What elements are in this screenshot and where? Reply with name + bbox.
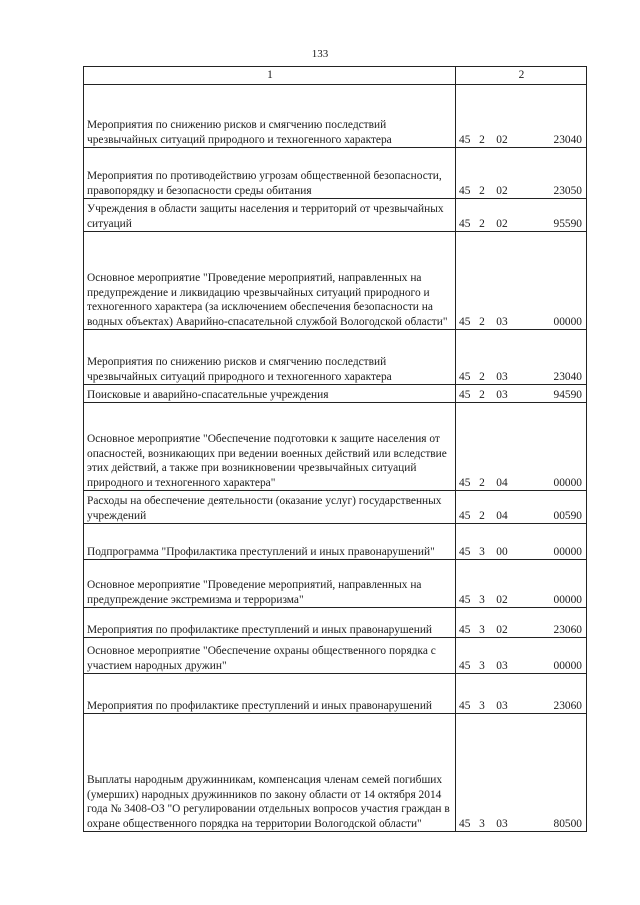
code-part-4: 23050 [553,184,582,197]
row-name: Выплаты народным дружинникам, компенсация членам семей погибших (умерших) народных дружинников по закону области от 14 октября 2014 года № 3408-ОЗ "О регулировании отдельных вопросов участия граждан в охране общественного порядка на территории Вологодской области" [84,714,456,832]
code-part-4: 00000 [553,315,582,328]
header-col-2: 2 [456,67,587,85]
code-part-2: 3 [479,593,485,606]
code-part-3: 03 [496,817,508,830]
code-part-4: 23060 [553,699,582,712]
code-part-3: 03 [496,370,508,383]
code-part-3: 02 [496,623,508,636]
header-col-1: 1 [84,67,456,85]
table-row [84,560,587,608]
code-part-4: 23040 [553,370,582,383]
row-name: Основное мероприятие "Обеспечение подготовки к защите населения от опасностей, возникающих при ведении военных действий или вследствие этих действий, а также при возникновении чрезвычайных ситуаций природного и техногенного характера" [84,403,456,491]
code-part-2: 2 [479,388,485,401]
code-part-2: 2 [479,509,485,522]
row-name: Поисковые и аварийно-спасательные учреждения [84,385,456,403]
row-name: Учреждения в области защиты населения и территорий от чрезвычайных ситуаций [84,199,456,232]
code-part-2: 3 [479,659,485,672]
table-row [84,491,587,524]
code-part-4: 95590 [553,217,582,230]
code-part-1: 45 [459,699,471,712]
code-part-1: 45 [459,388,471,401]
row-code [456,524,587,560]
code-part-4: 80500 [553,817,582,830]
row-code [456,148,587,199]
table-row [84,330,587,385]
table-header-row [84,67,587,85]
table-row [84,199,587,232]
page-number: 133 [311,48,329,60]
code-part-4: 23040 [553,133,582,146]
code-part-4: 94590 [553,388,582,401]
code-part-1: 45 [459,315,471,328]
code-part-4: 00000 [553,659,582,672]
row-code [456,491,587,524]
code-part-4: 00590 [553,509,582,522]
code-part-1: 45 [459,217,471,230]
code-part-1: 45 [459,476,471,489]
code-part-1: 45 [459,593,471,606]
table-row [84,385,587,403]
table-row [84,638,587,674]
code-part-1: 45 [459,370,471,383]
row-name: Основное мероприятие "Проведение мероприятий, направленных на предупреждение и ликвидацию чрезвычайных ситуаций природного и техногенного характера (за исключением обеспечения безопасности на водных объектах) Аварийно-спасательной службой Вологодской области" [84,232,456,330]
table-row [84,524,587,560]
code-part-1: 45 [459,817,471,830]
code-part-3: 04 [496,509,508,522]
code-part-3: 02 [496,217,508,230]
code-part-2: 3 [479,699,485,712]
row-name: Основное мероприятие "Обеспечение охраны общественного порядка с участием народных дружин" [84,638,456,674]
code-part-1: 45 [459,623,471,636]
code-part-2: 2 [479,315,485,328]
code-part-1: 45 [459,509,471,522]
code-part-3: 02 [496,184,508,197]
row-name: Мероприятия по снижению рисков и смягчению последствий чрезвычайных ситуаций природного и техногенного характера [84,330,456,385]
code-part-3: 03 [496,315,508,328]
code-part-3: 03 [496,388,508,401]
budget-table [83,66,587,832]
table-row [84,714,587,832]
code-part-4: 23060 [553,623,582,636]
row-code [456,403,587,491]
code-part-2: 3 [479,817,485,830]
code-part-3: 03 [496,659,508,672]
code-part-2: 2 [479,184,485,197]
table-body [84,85,587,832]
code-part-1: 45 [459,659,471,672]
code-part-2: 3 [479,545,485,558]
code-part-3: 04 [496,476,508,489]
row-code [456,232,587,330]
table-row [84,232,587,330]
code-part-3: 03 [496,699,508,712]
table-row [84,85,587,148]
code-part-2: 2 [479,476,485,489]
row-name: Мероприятия по снижению рисков и смягчению последствий чрезвычайных ситуаций природного и техногенного характера [84,85,456,148]
row-code [456,385,587,403]
row-code [456,330,587,385]
row-code [456,560,587,608]
row-name: Мероприятия по профилактике преступлений и иных правонарушений [84,608,456,638]
code-part-3: 02 [496,133,508,146]
code-part-3: 00 [496,545,508,558]
code-part-3: 02 [496,593,508,606]
row-code [456,674,587,714]
row-code [456,608,587,638]
row-name: Подпрограмма "Профилактика преступлений и иных правонарушений" [84,524,456,560]
code-part-2: 2 [479,133,485,146]
row-code [456,714,587,832]
code-part-4: 00000 [553,593,582,606]
code-part-2: 2 [479,370,485,383]
code-part-1: 45 [459,133,471,146]
row-code [456,638,587,674]
row-name: Мероприятия по профилактике преступлений и иных правонарушений [84,674,456,714]
row-name: Основное мероприятие "Проведение мероприятий, направленных на предупреждение экстремизма и терроризма" [84,560,456,608]
table-row [84,148,587,199]
code-part-1: 45 [459,545,471,558]
table-row [84,674,587,714]
code-part-1: 45 [459,184,471,197]
code-part-2: 2 [479,217,485,230]
code-part-2: 3 [479,623,485,636]
code-part-4: 00000 [553,476,582,489]
row-code [456,85,587,148]
code-part-4: 00000 [553,545,582,558]
row-code [456,199,587,232]
table-row [84,403,587,491]
row-name: Расходы на обеспечение деятельности (оказание услуг) государственных учреждений [84,491,456,524]
row-name: Мероприятия по противодействию угрозам общественной безопасности, правопорядку и безопасности среды обитания [84,148,456,199]
table-row [84,608,587,638]
